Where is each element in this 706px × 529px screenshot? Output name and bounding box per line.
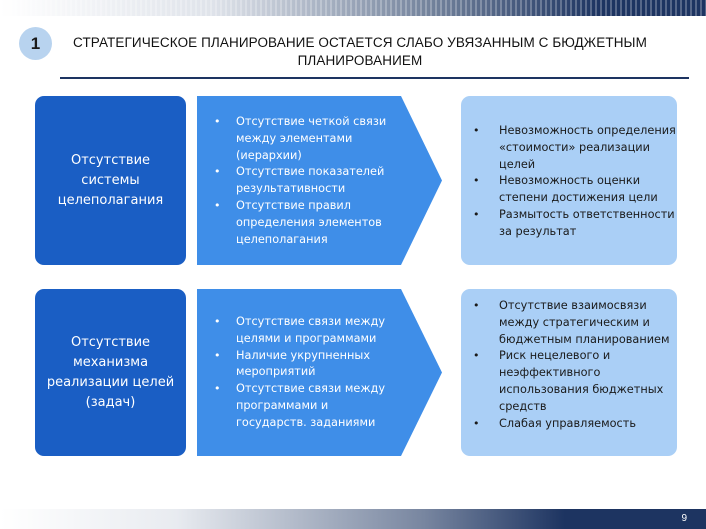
bullet-icon: • — [214, 115, 221, 128]
bullet-icon: • — [473, 174, 480, 188]
bullet-icon: • — [214, 348, 221, 362]
bullet-icon: • — [214, 165, 221, 179]
list-item: • Риск нецелевого и неэффективного использования бюджетных средств — [473, 349, 664, 413]
bullet-icon: • — [473, 349, 480, 363]
list-item: • Слабая управляемость — [461, 416, 677, 433]
bullet-icon: • — [473, 124, 480, 137]
list-item: • Отсутствие связи между целями и программами — [214, 315, 386, 345]
bullet-icon: • — [214, 382, 221, 396]
bullet-icon: • — [214, 315, 221, 328]
consequences-list-2 — [461, 298, 677, 432]
bullet-icon: • — [473, 299, 480, 312]
bullet-icon: • — [473, 207, 480, 221]
causes-list-2 — [210, 314, 392, 432]
bullet-icon: • — [214, 198, 221, 212]
bullet-icon: • — [473, 416, 480, 430]
page-number: 9 — [681, 513, 687, 524]
causes-list-1 — [210, 114, 392, 248]
page-title-line-2: ПЛАНИРОВАНИЕМ — [297, 53, 423, 68]
page-title — [60, 34, 660, 70]
list-item: • Отсутствие правил определения элементов целеполагания — [214, 198, 382, 246]
list-item: • Невозможность определения «стоимости» реализации целей — [473, 124, 676, 171]
list-item: • Отсутствие показателей результативности — [214, 165, 385, 196]
problem-box-2: Отсутствие механизма реализации целей (задач) — [35, 289, 186, 456]
list-item: • Невозможность оценки степени достижения цели — [473, 174, 658, 205]
title-divider — [60, 77, 689, 79]
slide-number-badge: 1 — [19, 27, 52, 60]
consequences-list-1 — [461, 123, 677, 241]
list-item: • Отсутствие взаимосвязи между стратегическим и бюджетным планированием — [473, 299, 670, 346]
list-item: • Отсутствие четкой связи между элементами (иерархии) — [214, 115, 387, 162]
page-title-line-1: СТРАТЕГИЧЕСКОЕ ПЛАНИРОВАНИЕ ОСТАЕТСЯ СЛАБО УВЯЗАННЫМ С БЮДЖЕТНЫМ — [73, 35, 647, 50]
list-item: • Наличие укрупненных мероприятий — [214, 348, 371, 379]
bottom-decorative-band — [0, 509, 706, 529]
problem-box-1: Отсутствие системы целеполагания — [35, 96, 186, 265]
top-band-texture — [0, 0, 706, 16]
list-item: • Размытость ответственности за результат — [473, 207, 675, 238]
list-item: • Отсутствие связи между программами и государств. заданиями — [214, 382, 386, 429]
